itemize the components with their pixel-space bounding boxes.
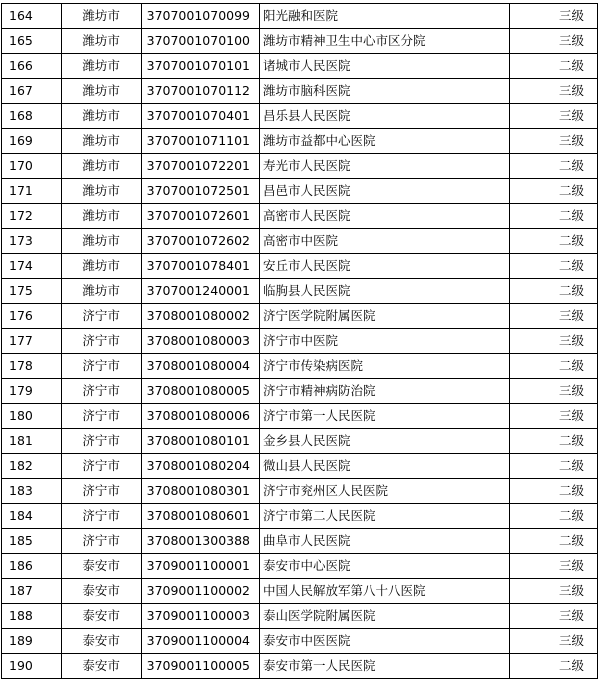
institution-code-cell[interactable]: 3709001100005 <box>141 654 259 679</box>
row-number-cell[interactable]: 176 <box>2 304 62 329</box>
city-cell[interactable]: 泰安市 <box>61 604 141 629</box>
grade-cell[interactable]: 二级 <box>509 179 597 204</box>
table-row <box>2 179 598 204</box>
hospital-name-cell[interactable]: 济宁市第一人民医院 <box>260 404 510 429</box>
table-row <box>2 154 598 179</box>
grade-cell[interactable]: 二级 <box>509 279 597 304</box>
hospital-name-cell[interactable]: 泰安市第一人民医院 <box>260 654 510 679</box>
city-cell[interactable]: 潍坊市 <box>61 54 141 79</box>
institution-code-cell[interactable]: 3708001080003 <box>141 329 259 354</box>
institution-code-cell[interactable]: 3707001072602 <box>141 229 259 254</box>
hospital-name-cell[interactable]: 济宁市第二人民医院 <box>260 504 510 529</box>
grade-cell[interactable]: 三级 <box>509 404 597 429</box>
table-row <box>2 129 598 154</box>
row-number-cell[interactable]: 184 <box>2 504 62 529</box>
hospital-name-cell[interactable]: 微山县人民医院 <box>260 454 510 479</box>
hospital-name-cell[interactable]: 高密市中医院 <box>260 229 510 254</box>
hospital-table <box>1 3 598 679</box>
institution-code-cell[interactable]: 3707001070112 <box>141 79 259 104</box>
institution-code-cell[interactable]: 3707001078401 <box>141 254 259 279</box>
table-row <box>2 79 598 104</box>
city-cell[interactable]: 济宁市 <box>61 354 141 379</box>
grade-cell[interactable]: 三级 <box>509 554 597 579</box>
hospital-name-cell[interactable]: 曲阜市人民医院 <box>260 529 510 554</box>
institution-code-cell[interactable]: 3707001070401 <box>141 104 259 129</box>
institution-code-cell[interactable]: 3709001100001 <box>141 554 259 579</box>
grade-cell[interactable]: 二级 <box>509 429 597 454</box>
row-number-cell[interactable]: 182 <box>2 454 62 479</box>
institution-code-cell[interactable]: 3708001080005 <box>141 379 259 404</box>
table-row <box>2 229 598 254</box>
institution-code-cell[interactable]: 3708001300388 <box>141 529 259 554</box>
row-number-cell[interactable]: 178 <box>2 354 62 379</box>
city-cell[interactable]: 济宁市 <box>61 329 141 354</box>
hospital-name-cell[interactable]: 临朐县人民医院 <box>260 279 510 304</box>
institution-code-cell[interactable]: 3707001071101 <box>141 129 259 154</box>
grade-cell[interactable]: 三级 <box>509 629 597 654</box>
table-row <box>2 404 598 429</box>
hospital-name-cell[interactable]: 济宁医学院附属医院 <box>260 304 510 329</box>
institution-code-cell[interactable]: 3707001072201 <box>141 154 259 179</box>
city-cell[interactable]: 济宁市 <box>61 529 141 554</box>
row-number-cell[interactable]: 177 <box>2 329 62 354</box>
institution-code-cell[interactable]: 3707001070099 <box>141 4 259 29</box>
grade-cell[interactable]: 二级 <box>509 529 597 554</box>
grade-cell[interactable]: 二级 <box>509 54 597 79</box>
table-row <box>2 629 598 654</box>
grade-cell[interactable]: 三级 <box>509 604 597 629</box>
city-cell[interactable]: 泰安市 <box>61 629 141 654</box>
institution-code-cell[interactable]: 3708001080002 <box>141 304 259 329</box>
hospital-name-cell[interactable]: 潍坊市精神卫生中心市区分院 <box>260 29 510 54</box>
row-number-cell[interactable]: 175 <box>2 279 62 304</box>
table-row <box>2 304 598 329</box>
grade-cell[interactable]: 三级 <box>509 29 597 54</box>
table-row <box>2 329 598 354</box>
table-row <box>2 354 598 379</box>
row-number-cell[interactable]: 170 <box>2 154 62 179</box>
table-row <box>2 579 598 604</box>
city-cell[interactable]: 潍坊市 <box>61 279 141 304</box>
grade-cell[interactable]: 二级 <box>509 229 597 254</box>
institution-code-cell[interactable]: 3708001080006 <box>141 404 259 429</box>
city-cell[interactable]: 潍坊市 <box>61 4 141 29</box>
grade-cell[interactable]: 二级 <box>509 254 597 279</box>
row-number-cell[interactable]: 189 <box>2 629 62 654</box>
row-number-cell[interactable]: 167 <box>2 79 62 104</box>
row-number-cell[interactable]: 188 <box>2 604 62 629</box>
hospital-name-cell[interactable]: 阳光融和医院 <box>260 4 510 29</box>
grade-cell[interactable]: 二级 <box>509 454 597 479</box>
city-cell[interactable]: 潍坊市 <box>61 204 141 229</box>
hospital-name-cell[interactable]: 中国人民解放军第八十八医院 <box>260 579 510 604</box>
grade-cell[interactable]: 二级 <box>509 654 597 679</box>
row-number-cell[interactable]: 174 <box>2 254 62 279</box>
table-row <box>2 204 598 229</box>
hospital-name-cell[interactable]: 济宁市中医院 <box>260 329 510 354</box>
grade-cell[interactable]: 二级 <box>509 154 597 179</box>
city-cell[interactable]: 济宁市 <box>61 479 141 504</box>
row-number-cell[interactable]: 187 <box>2 579 62 604</box>
table-row <box>2 279 598 304</box>
table-row <box>2 379 598 404</box>
hospital-name-cell[interactable]: 高密市人民医院 <box>260 204 510 229</box>
row-number-cell[interactable]: 168 <box>2 104 62 129</box>
table-row <box>2 54 598 79</box>
table-row <box>2 479 598 504</box>
row-number-cell[interactable]: 165 <box>2 29 62 54</box>
hospital-name-cell[interactable]: 潍坊市脑科医院 <box>260 79 510 104</box>
row-number-cell[interactable]: 171 <box>2 179 62 204</box>
table-row <box>2 654 598 679</box>
hospital-name-cell[interactable]: 泰安市中心医院 <box>260 554 510 579</box>
city-cell[interactable]: 泰安市 <box>61 654 141 679</box>
table-body <box>2 4 598 679</box>
row-number-cell[interactable]: 173 <box>2 229 62 254</box>
table-row <box>2 29 598 54</box>
hospital-name-cell[interactable]: 济宁市传染病医院 <box>260 354 510 379</box>
hospital-name-cell[interactable]: 昌乐县人民医院 <box>260 104 510 129</box>
institution-code-cell[interactable]: 3707001072501 <box>141 179 259 204</box>
city-cell[interactable]: 济宁市 <box>61 404 141 429</box>
institution-code-cell[interactable]: 3709001100003 <box>141 604 259 629</box>
table-row <box>2 429 598 454</box>
hospital-name-cell[interactable]: 寿光市人民医院 <box>260 154 510 179</box>
institution-code-cell[interactable]: 3707001072601 <box>141 204 259 229</box>
institution-code-cell[interactable]: 3708001080301 <box>141 479 259 504</box>
hospital-name-cell[interactable]: 济宁市精神病防治院 <box>260 379 510 404</box>
row-number-cell[interactable]: 180 <box>2 404 62 429</box>
institution-code-cell[interactable]: 3708001080101 <box>141 429 259 454</box>
row-number-cell[interactable]: 183 <box>2 479 62 504</box>
city-cell[interactable]: 潍坊市 <box>61 129 141 154</box>
institution-code-cell[interactable]: 3709001100002 <box>141 579 259 604</box>
table-row <box>2 454 598 479</box>
grade-cell[interactable]: 二级 <box>509 479 597 504</box>
grade-cell[interactable]: 三级 <box>509 579 597 604</box>
grade-cell[interactable]: 三级 <box>509 129 597 154</box>
grade-cell[interactable]: 三级 <box>509 329 597 354</box>
institution-code-cell[interactable]: 3709001100004 <box>141 629 259 654</box>
grade-cell[interactable]: 二级 <box>509 354 597 379</box>
institution-code-cell[interactable]: 3707001240001 <box>141 279 259 304</box>
grade-cell[interactable]: 三级 <box>509 379 597 404</box>
grade-cell[interactable]: 二级 <box>509 204 597 229</box>
institution-code-cell[interactable]: 3708001080004 <box>141 354 259 379</box>
row-number-cell[interactable]: 166 <box>2 54 62 79</box>
row-number-cell[interactable]: 169 <box>2 129 62 154</box>
institution-code-cell[interactable]: 3707001070101 <box>141 54 259 79</box>
city-cell[interactable]: 济宁市 <box>61 429 141 454</box>
row-number-cell[interactable]: 164 <box>2 4 62 29</box>
city-cell[interactable]: 济宁市 <box>61 304 141 329</box>
table-row <box>2 254 598 279</box>
hospital-name-cell[interactable]: 昌邑市人民医院 <box>260 179 510 204</box>
city-cell[interactable]: 潍坊市 <box>61 154 141 179</box>
row-number-cell[interactable]: 186 <box>2 554 62 579</box>
row-number-cell[interactable]: 179 <box>2 379 62 404</box>
city-cell[interactable]: 济宁市 <box>61 504 141 529</box>
city-cell[interactable]: 潍坊市 <box>61 229 141 254</box>
row-number-cell[interactable]: 172 <box>2 204 62 229</box>
hospital-name-cell[interactable]: 济宁市兖州区人民医院 <box>260 479 510 504</box>
table-row <box>2 4 598 29</box>
grade-cell[interactable]: 二级 <box>509 504 597 529</box>
grade-cell[interactable]: 三级 <box>509 304 597 329</box>
grade-cell[interactable]: 三级 <box>509 79 597 104</box>
hospital-name-cell[interactable]: 金乡县人民医院 <box>260 429 510 454</box>
table-row <box>2 554 598 579</box>
city-cell[interactable]: 潍坊市 <box>61 29 141 54</box>
city-cell[interactable]: 潍坊市 <box>61 179 141 204</box>
table-row <box>2 104 598 129</box>
table-row <box>2 529 598 554</box>
table-row <box>2 504 598 529</box>
city-cell[interactable]: 泰安市 <box>61 579 141 604</box>
hospital-name-cell[interactable]: 诸城市人民医院 <box>260 54 510 79</box>
institution-code-cell[interactable]: 3708001080204 <box>141 454 259 479</box>
row-number-cell[interactable]: 185 <box>2 529 62 554</box>
row-number-cell[interactable]: 181 <box>2 429 62 454</box>
institution-code-cell[interactable]: 3708001080601 <box>141 504 259 529</box>
city-cell[interactable]: 潍坊市 <box>61 104 141 129</box>
city-cell[interactable]: 泰安市 <box>61 554 141 579</box>
city-cell[interactable]: 潍坊市 <box>61 79 141 104</box>
hospital-name-cell[interactable]: 泰安市中医医院 <box>260 629 510 654</box>
hospital-name-cell[interactable]: 潍坊市益都中心医院 <box>260 129 510 154</box>
row-number-cell[interactable]: 190 <box>2 654 62 679</box>
city-cell[interactable]: 济宁市 <box>61 454 141 479</box>
city-cell[interactable]: 潍坊市 <box>61 254 141 279</box>
table-row <box>2 604 598 629</box>
institution-code-cell[interactable]: 3707001070100 <box>141 29 259 54</box>
grade-cell[interactable]: 三级 <box>509 4 597 29</box>
hospital-name-cell[interactable]: 安丘市人民医院 <box>260 254 510 279</box>
hospital-name-cell[interactable]: 泰山医学院附属医院 <box>260 604 510 629</box>
grade-cell[interactable]: 三级 <box>509 104 597 129</box>
city-cell[interactable]: 济宁市 <box>61 379 141 404</box>
